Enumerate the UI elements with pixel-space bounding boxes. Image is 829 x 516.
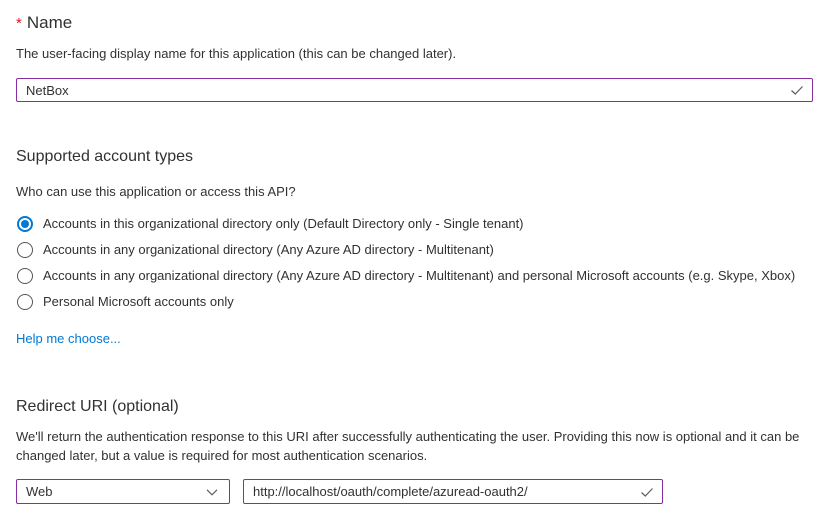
platform-dropdown-value: Web [26,484,53,499]
checkmark-icon [639,484,655,500]
chevron-down-icon [204,484,220,500]
redirect-uri-input[interactable] [243,479,663,504]
redirect-uri-controls [16,479,813,504]
radio-option-multitenant[interactable] [16,237,813,263]
name-field-description: The user-facing display name for this application (this can be changed later). [16,46,457,61]
account-types-radio-group [16,211,813,315]
redirect-uri-title: Redirect URI (optional) [16,398,179,415]
checkmark-icon [789,82,805,98]
radio-option-single-tenant[interactable] [16,211,813,237]
account-types-question: Who can use this application or access this API? [16,184,296,199]
radio-option-label: Accounts in this organizational directory only (Default Directory only - Single tenant) [43,216,524,231]
name-field-title: Name [26,13,73,32]
required-asterisk: * [16,15,22,32]
radio-button-selected[interactable] [17,216,33,232]
radio-button[interactable] [17,242,33,258]
name-input-container [16,78,813,102]
radio-button[interactable] [17,268,33,284]
radio-button[interactable] [17,294,33,310]
radio-option-personal-only[interactable] [16,289,813,315]
radio-option-label: Accounts in any organizational directory (Any Azure AD directory - Multitenant) and personal Microsoft accounts (e.g. Skype, Xbox) [43,268,796,283]
redirect-uri-input-container [243,479,663,504]
radio-option-label: Personal Microsoft accounts only [43,294,234,309]
help-me-choose-link[interactable]: Help me choose... [16,331,121,346]
name-field-label [16,12,813,35]
redirect-uri-description: We'll return the authentication response to this URI after successfully authenticating the user. Providing this now is optional and it can be changed later, but a value is required for most authentication scenarios. [16,429,800,463]
platform-dropdown[interactable] [16,479,230,504]
name-input[interactable] [16,78,813,102]
supported-account-types-title: Supported account types [16,148,194,165]
radio-option-label: Accounts in any organizational directory (Any Azure AD directory - Multitenant) [43,242,494,257]
radio-option-multitenant-personal[interactable] [16,263,813,289]
